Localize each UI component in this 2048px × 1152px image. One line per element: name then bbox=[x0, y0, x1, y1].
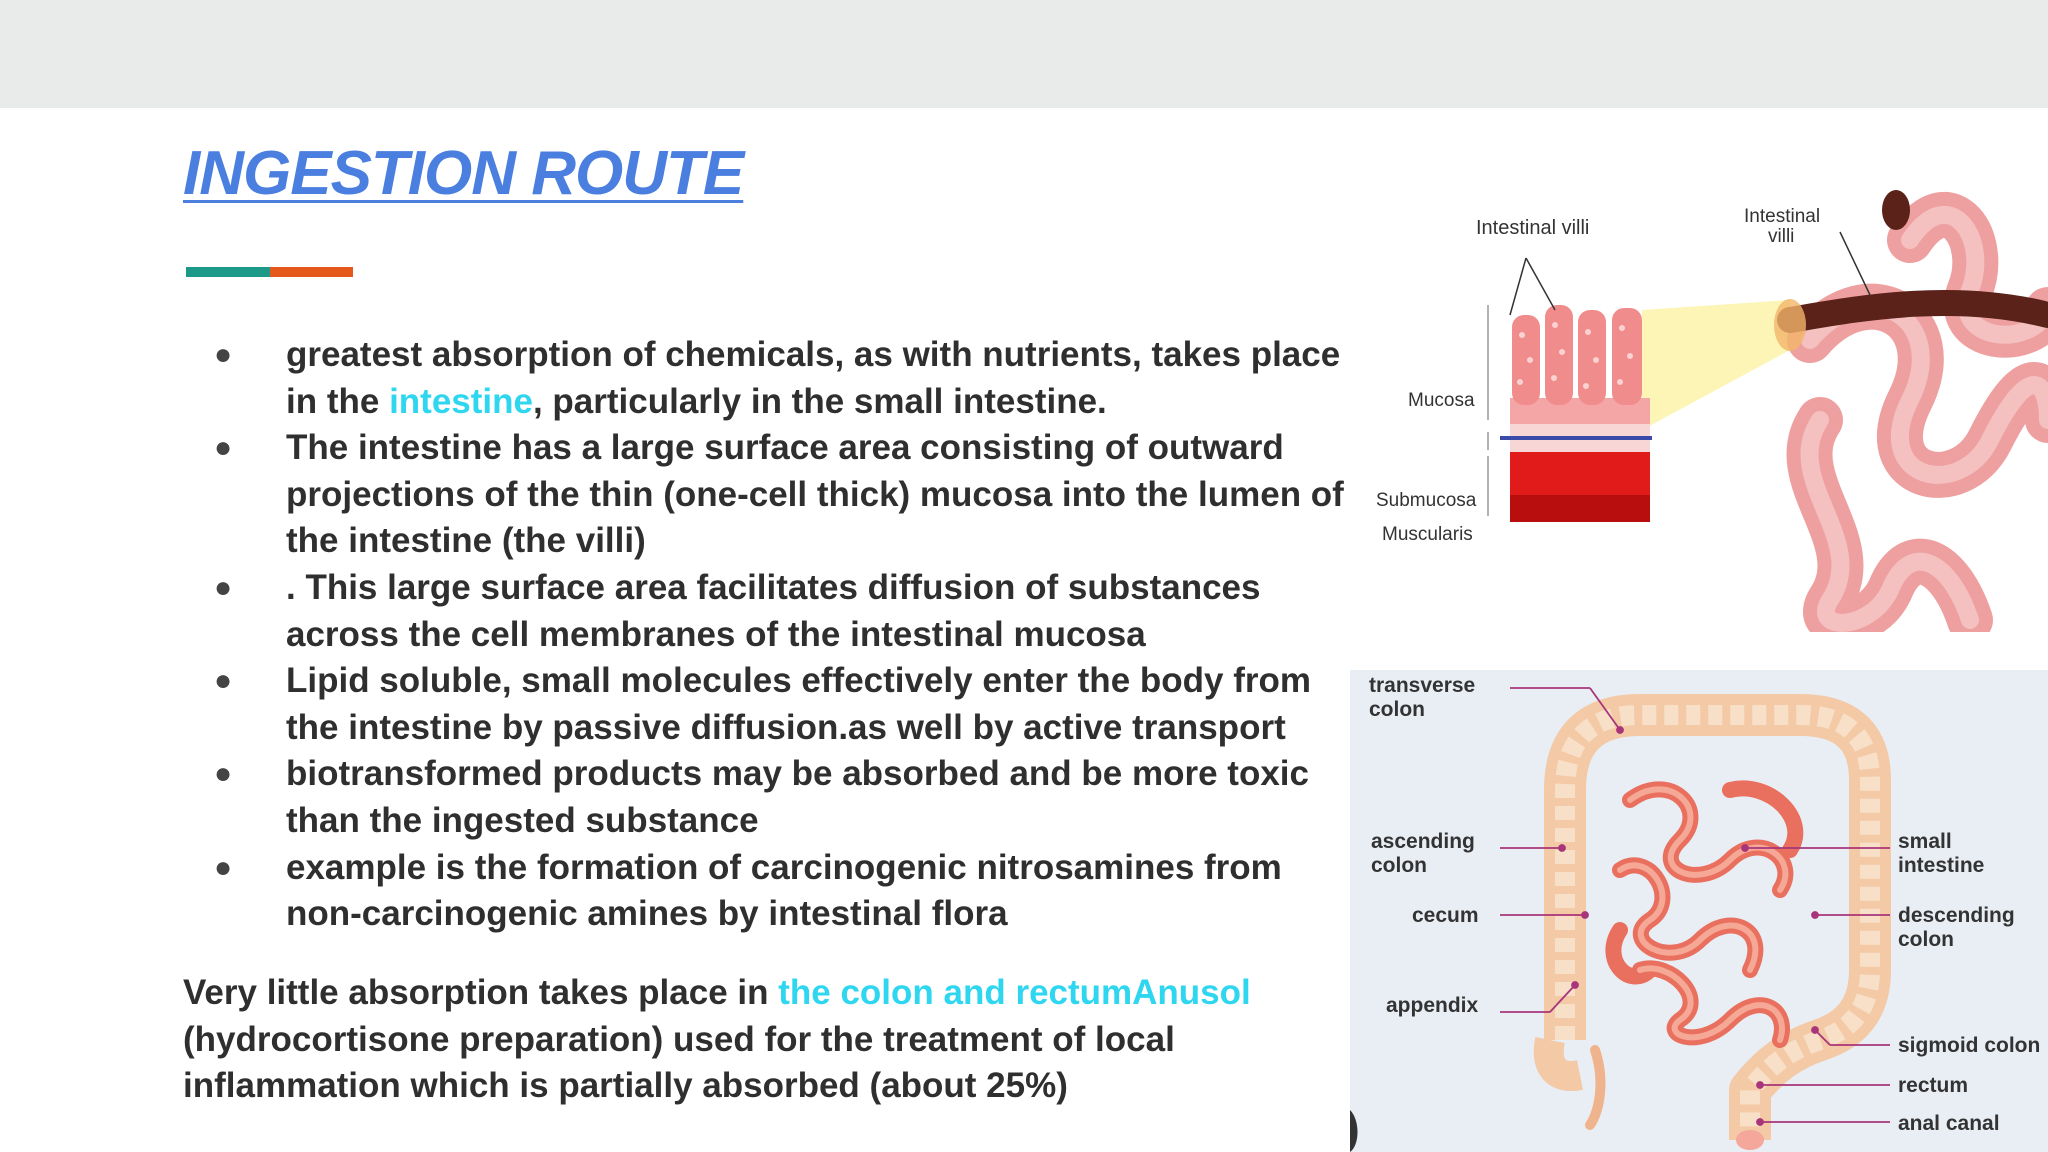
bullet-item: ● Lipid soluble, small molecules effectively enter the body from the intestine by passive diffusion.as well by active transport bbox=[214, 658, 1354, 751]
label-intestinal-villi-right-1: Intestinal bbox=[1744, 206, 1821, 227]
bullet-dot-icon: ● bbox=[214, 757, 233, 791]
bullet-dot-icon: ● bbox=[214, 338, 233, 371]
colon-illustration bbox=[1350, 670, 2048, 1152]
closing-paragraph: Very little absorption takes place in the colon and rectumAnusol (hydrocortisone preparation) used for the treatment of local inflammation which is partially absorbed (about 25%) bbox=[183, 973, 1251, 1106]
label-transverse-colon-1: transverse bbox=[1369, 674, 1476, 697]
accent-bar-orange bbox=[270, 267, 353, 277]
bullet-item: ● example is the formation of carcinogenic nitrosamines from non-carcinogenic amines by intestinal flora bbox=[214, 845, 1354, 938]
bullet-list bbox=[214, 332, 1354, 938]
label-ascending-colon-1: ascending bbox=[1371, 830, 1475, 853]
bullet-dot-icon: ● bbox=[214, 570, 233, 604]
label-small-intestine-2: intestine bbox=[1898, 854, 1985, 877]
highlight-text: intestine bbox=[389, 381, 533, 421]
label-ascending-colon-2: colon bbox=[1371, 854, 1427, 877]
bullet-item: ● . This large surface area facilitates diffusion of substances across the cell membranes of the intestinal mucosa bbox=[214, 565, 1354, 658]
accent-bar-teal bbox=[186, 267, 270, 277]
intestinal-villi-figure bbox=[1350, 120, 2048, 632]
label-transverse-colon-2: colon bbox=[1369, 698, 1425, 721]
villi-illustration bbox=[1350, 120, 2048, 632]
highlight-text: the colon and rectumAnusol bbox=[778, 973, 1251, 1012]
label-cecum: cecum bbox=[1412, 904, 1479, 927]
bullet-item: ● greatest absorption of chemicals, as with nutrients, takes place in the intestine, particularly in the small intestine. bbox=[214, 332, 1354, 425]
label-rectum: rectum bbox=[1898, 1074, 1969, 1097]
label-submucosa: Submucosa bbox=[1376, 490, 1477, 511]
label-sigmoid-colon: sigmoid colon bbox=[1898, 1034, 2041, 1057]
label-muscularis: Muscularis bbox=[1382, 524, 1473, 545]
label-small-intestine-1: small bbox=[1898, 830, 1952, 853]
bullet-dot-icon: ● bbox=[214, 850, 233, 884]
label-appendix: appendix bbox=[1386, 994, 1479, 1017]
slide-title: INGESTION ROUTE bbox=[183, 139, 744, 208]
label-descending-colon-1: descending bbox=[1898, 904, 2015, 927]
bullet-dot-icon: ● bbox=[214, 664, 233, 698]
bullet-dot-icon: ● bbox=[214, 431, 233, 465]
label-intestinal-villi: Intestinal villi bbox=[1476, 217, 1590, 239]
bullet-item: ● The intestine has a large surface area consisting of outward projections of the thin (one-cell thick) mucosa into the lumen of the intestine (the villi) bbox=[214, 425, 1354, 565]
top-bar bbox=[0, 0, 2048, 108]
label-mucosa: Mucosa bbox=[1408, 390, 1475, 411]
label-descending-colon-2: colon bbox=[1898, 928, 1954, 951]
bullet-item: ● biotransformed products may be absorbed and be more toxic than the ingested substance bbox=[214, 751, 1354, 844]
label-anal-canal: anal canal bbox=[1898, 1112, 2000, 1135]
colon-diagram-figure bbox=[1350, 670, 2048, 1152]
label-intestinal-villi-right-2: villi bbox=[1768, 226, 1795, 247]
